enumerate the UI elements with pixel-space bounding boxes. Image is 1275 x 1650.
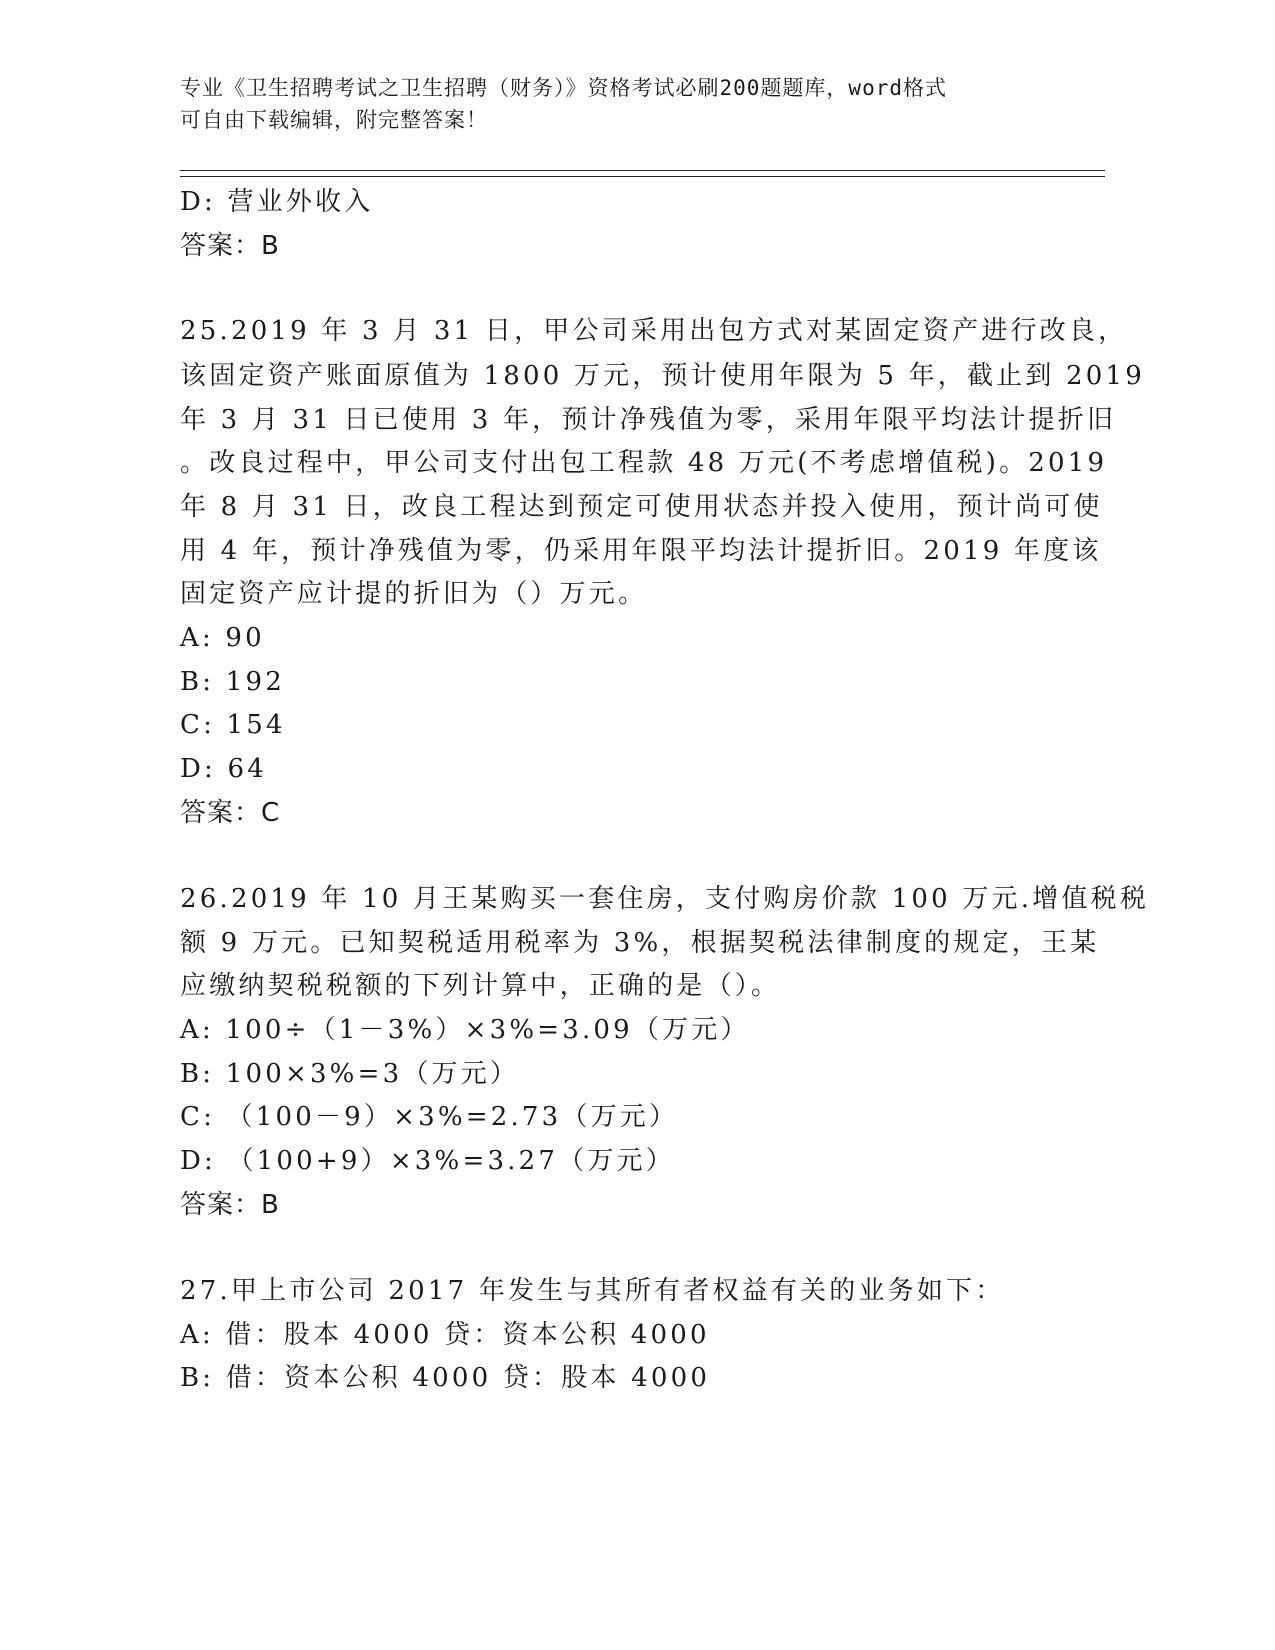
q26-answer: 答案：B	[180, 1190, 280, 1220]
q27-option-b: B: 借：资本公积 4000 贷：股本 4000	[180, 1363, 711, 1393]
q25-stem-line-2: 该固定资产账面原值为 1800 万元，预计使用年限为 5 年，截止到 2019	[180, 361, 1146, 391]
q25-answer: 答案：C	[180, 798, 281, 828]
q26-stem-line-2: 额 9 万元。已知契税适用税率为 3%，根据契税法律制度的规定，王某	[180, 928, 1100, 958]
q26-option-d: D: （100+9）×3%=3.27（万元）	[180, 1146, 675, 1176]
q26-option-a: A: 100÷（1－3%）×3%=3.09（万元）	[180, 1015, 750, 1045]
q27-stem-line-1: 27.甲上市公司 2017 年发生与其所有者权益有关的业务如下：	[180, 1276, 1005, 1306]
q25-option-c: C: 154	[180, 710, 286, 740]
q27-option-a: A: 借：股本 4000 贷：资本公积 4000	[180, 1320, 710, 1350]
q25-stem-line-5: 年 8 月 31 日，改良工程达到预定可使用状态并投入使用，预计尚可使	[180, 492, 1103, 522]
q25-stem-line-7: 固定资产应计提的折旧为（）万元。	[180, 579, 648, 609]
prev-answer: 答案：B	[180, 231, 280, 261]
header-title-line-2: 可自由下载编辑，附完整答案！	[180, 108, 488, 132]
q25-stem-line-3: 年 3 月 31 日已使用 3 年，预计净残值为零，采用年限平均法计提折旧	[180, 405, 1117, 435]
document-header	[180, 72, 1040, 136]
header-divider-top	[180, 170, 1105, 171]
q25-stem-line-6: 用 4 年，预计净残值为零，仍采用年限平均法计提折旧。2019 年度该	[180, 536, 1102, 566]
q26-stem-line-1: 26.2019 年 10 月王某购买一套住房，支付购房价款 100 万元.增值税税	[180, 884, 1150, 914]
q25-stem-line-4: 。改良过程中，甲公司支付出包工程款 48 万元(不考虑增值税)。2019	[180, 448, 1108, 478]
q25-option-b: B: 192	[180, 667, 285, 697]
header-title-line-1: 专业《卫生招聘考试之卫生招聘（财务）》资格考试必刷200题题库，word格式	[180, 76, 947, 100]
q25-option-d: D: 64	[180, 754, 267, 784]
q26-option-c: C: （100－9）×3%=2.73（万元）	[180, 1102, 679, 1132]
header-divider-bottom	[180, 176, 1105, 177]
q25-option-a: A: 90	[180, 623, 265, 653]
q25-stem-line-1: 25.2019 年 3 月 31 日，甲公司采用出包方式对某固定资产进行改良，	[180, 316, 1128, 346]
q26-stem-line-3: 应缴纳契税税额的下列计算中，正确的是（）。	[180, 971, 781, 1001]
prev-option-d: D: 营业外收入	[180, 187, 374, 217]
q26-option-b: B: 100×3%=3（万元）	[180, 1059, 520, 1089]
